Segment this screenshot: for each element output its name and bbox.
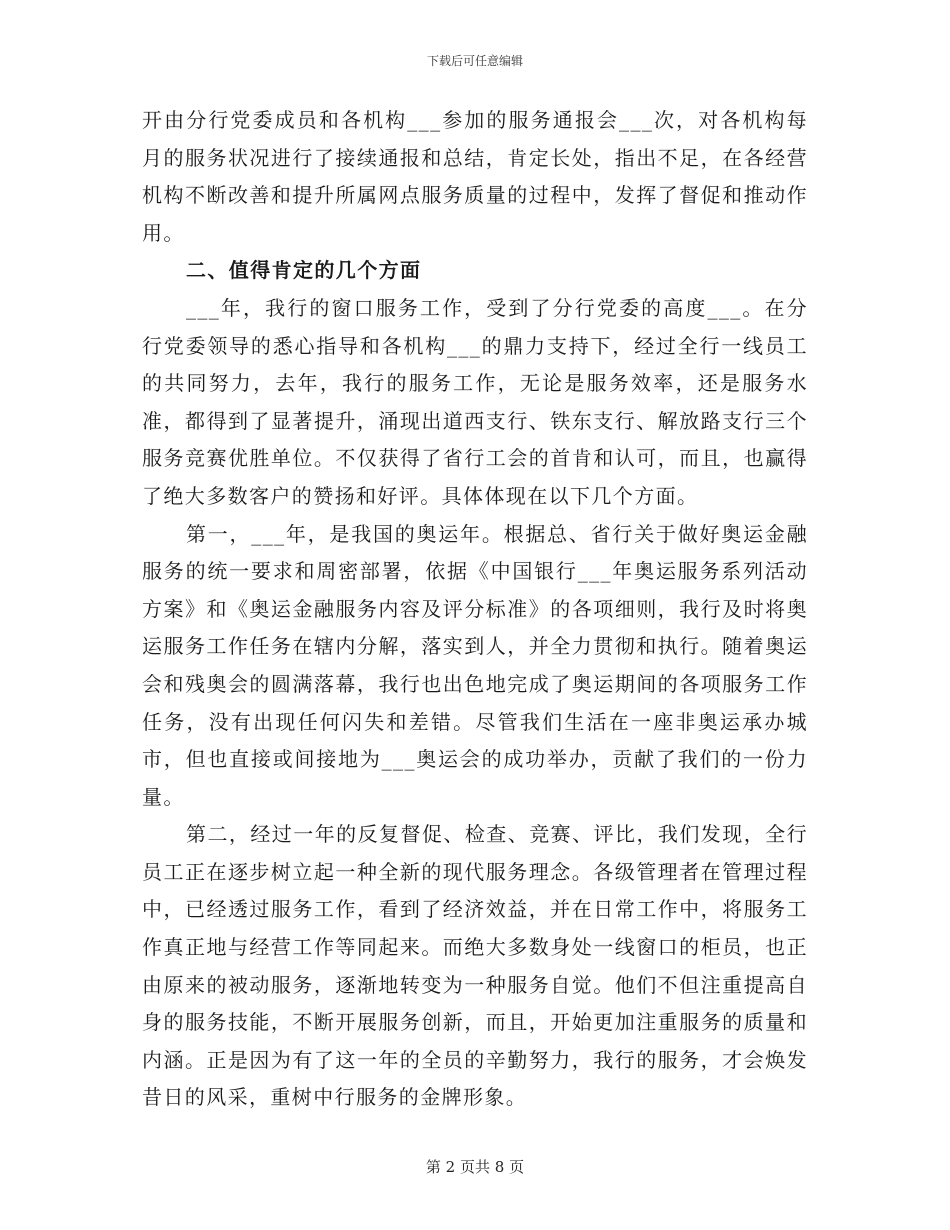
paragraph-second-point: 第二，经过一年的反复督促、检查、竞赛、评比，我们发现，全行员工正在逐步树立起一种全新的现代服务理念。各级管理者在管理过程中，已经透过服务工作，看到了经济效益，并在日常工作中，将服务工作真正地与经营工作等同起来。而绝大多数身处一线窗口的柜员，也正由原来的被动服务，逐渐地转变为一种服务自觉。他们不但注重提高自身的服务技能，不断开展服务创新，而且，开始更加注重服务的质量和内涵。正是因为有了这一年的全员的辛勤努力，我行的服务，才会焕发昔日的风采，重树中行服务的金牌形象。 (142, 822, 808, 1110)
document-body (142, 102, 808, 1117)
section-heading: 二、值得肯定的几个方面 (186, 258, 422, 283)
paragraph-continuation: 开由分行党委成员和各机构___参加的服务通报会___次，对各机构每月的服务状况进行了接续通报和总结，肯定长处，指出不足，在各经营机构不断改善和提升所属网点服务质量的过程中，发挥了督促和推动作用。 (142, 108, 808, 245)
paragraph-first-point: 第一，___年，是我国的奥运年。根据总、省行关于做好奥运金融服务的统一要求和周密部署，依据《中国银行___年奥运服务系列活动方案》和《奥运金融服务内容及评分标准》的各项细则，我行及时将奥运服务工作任务在辖内分解，落实到人，并全力贯彻和执行。随着奥运会和残奥会的圆满落幕，我行也出色地完成了奥运期间的各项服务工作任务，没有出现任何闪失和差错。尽管我们生活在一座非奥运承办城市，但也直接或间接地为___奥运会的成功举办，贡献了我们的一份力量。 (142, 521, 808, 809)
page-header: 下载后可任意编辑 (426, 54, 523, 68)
paragraph-overview: ___年，我行的窗口服务工作，受到了分行党委的高度___。在分行党委领导的悉心指导和各机构___的鼎力支持下，经过全行一线员工的共同努力，去年，我行的服务工作，无论是服务效率，还是服务水准，都得到了显著提升，涌现出道西支行、铁东支行、解放路支行三个服务竞赛优胜单位。不仅获得了省行工会的首肯和认可，而且，也赢得了绝大多数客户的赞扬和好评。具体体现在以下几个方面。 (142, 295, 808, 508)
page-footer: 第 2 页共 8 页 (425, 1158, 525, 1176)
